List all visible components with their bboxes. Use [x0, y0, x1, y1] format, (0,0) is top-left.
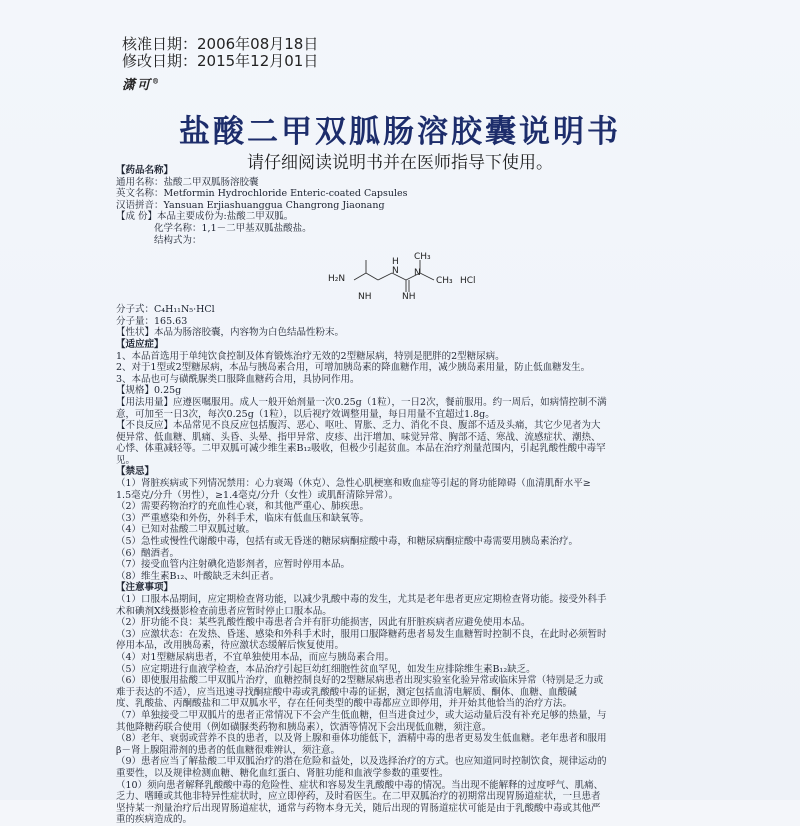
revise-date: 修改日期：2015年12月01日 [122, 52, 319, 70]
text-line: （6）即使服用盐酸二甲双胍片治疗，血糖控制良好的2型糖尿病患者出现实验室化验异常或临床异常（特别是乏力或 [116, 675, 604, 687]
text-line: （4）已知对盐酸二甲双胍过敏。 [116, 524, 256, 536]
text-line: 1.5毫克/分升（男性），≥1.4毫克/分升（女性）或肌酐清除异常）。 [116, 489, 399, 501]
document-subtitle: 请仔细阅读说明书并在医师指导下使用。 [247, 153, 553, 173]
text-line: （2）肝功能不良：某些乳酸性酸中毒患者合并有肝功能损害，因此有肝脏疾病者应避免使用本品。 [116, 617, 531, 629]
atom-h2n: H₂N [328, 274, 346, 285]
text-line: 分子量：165.63 [116, 315, 188, 327]
text-line: （7）单独接受二甲双胍片的患者正常情况下不会产生低血糖，但当进食过少，或大运动量后没有补充足够的热量，与 [116, 709, 607, 721]
structural-formula [156, 246, 708, 304]
text-line: 停用本品，改用胰岛素，待应激状态缓解后恢复使用。 [116, 640, 345, 652]
text-line: 见。 [116, 454, 136, 466]
registered-mark: ® [152, 76, 162, 86]
text-line: （2）需要药物治疗的充血性心衰，和其他严重心、肺疾患。 [116, 501, 370, 513]
text-line: （6）酗酒者。 [116, 547, 180, 559]
text-line: 分子式：C₄H₁₁N₅·HCl [116, 304, 215, 316]
text-line: 英文名称：Metformin Hydrochloride Enteric-coated Capsules [116, 188, 408, 200]
text-line: 坚持某一剂量治疗后出现胃肠道症状，通常与药物本身无关，随后出现的胃肠道症状可能是由于乳酸酸中毒或其他严 [116, 802, 601, 814]
section-heading-contraindications: 【禁忌】 [116, 466, 155, 478]
text-line: 术和碘剂X线摄影检查前患者应暂时停止口服本品。 [116, 605, 332, 617]
text-line: 2、对于1型或2型糖尿病，本品与胰岛素合用，可增加胰岛素的降血糖作用，减少胰岛素用量，防止低血糖发生。 [116, 362, 591, 374]
atom-nh-bottom-right: NH [402, 292, 416, 303]
section-heading-composition: 【成 份】本品主要成份为:盐酸二甲双胍。 [116, 211, 294, 223]
section-heading-precautions: 【注意事项】 [116, 582, 174, 594]
text-line: （3）严重感染和外伤，外科手术，临床有低血压和缺氧等。 [116, 512, 370, 524]
hcl-label: HCl [460, 276, 476, 287]
text-line: 其他降糖药联合使用（例如磺脲类药物和胰岛素），饮酒等情况下会出现低血糖，须注意。 [116, 721, 492, 733]
text-line: （3）应激状态：在发热、昏迷、感染和外科手术时，服用口服降糖药患者易发生血糖暂时控制不良，在此时必须暂时 [116, 628, 607, 640]
text-line: 通用名称：盐酸二甲双胍肠溶胶囊 [116, 176, 259, 188]
document-title: 盐酸二甲双胍肠溶胶囊说明书 [179, 114, 621, 150]
text-line: 化学名称：1,1－二甲基双胍盐酸盐。 [154, 222, 312, 234]
section-heading-specification: 【规格】0.25g [116, 385, 182, 397]
approve-date: 核准日期：2006年08月18日 [122, 35, 319, 53]
text-line: （8）维生素B₁₂、叶酸缺乏未纠正者。 [116, 570, 280, 582]
methyl-right: CH₃ [436, 276, 453, 287]
text-line: 度、乳酸盐、丙酮酸盐和二甲双胍水平，存在任何类型的酸中毒都应立即停用，并开始其他恰当的治疗方法。 [116, 698, 573, 710]
methyl-top: CH₃ [414, 252, 431, 263]
text-line: 3、本品也可与磺酰脲类口服降血糖药合用，具协同作用。 [116, 373, 360, 385]
section-heading-properties: 【性状】本品为肠溶胶囊，内容物为白色结晶性粉末。 [116, 327, 345, 339]
section-heading-adverse-reactions: 【不良反应】本品常见不良反应包括腹泻、恶心、呕吐、胃胀、乏力、消化不良、腹部不适及头痛，其它少见者为大 [116, 420, 601, 432]
date-block [122, 36, 318, 70]
text-line: （8）老年、衰弱或营养不良的患者，以及肾上腺和垂体功能低下，酒精中毒的患者更易发生低血糖。老年患者和服用 [116, 733, 607, 745]
text-line: （1）肾脏疾病或下列情况禁用：心力衰竭（休克）、急性心肌梗塞和败血症等引起的肾功能障碍（血清肌酐水平≥ [116, 478, 591, 490]
text-line: 心悸、体重减轻等。二甲双胍可减少维生素B₁₂吸收，但极少引起贫血。本品在治疗剂量范围内，引起乳酸性酸中毒罕 [116, 443, 606, 455]
atom-n: N [414, 268, 421, 279]
text-line: （7）接受血管内注射碘化造影剂者，应暂时停用本品。 [116, 559, 351, 571]
text-line: （5）急性或慢性代谢酸中毒，包括有或无昏迷的糖尿病酮症酸中毒，和糖尿病酮症酸中毒需要用胰岛素治疗。 [116, 536, 579, 548]
text-line: 乏力、嗜睡或其他非特异性症状时，应立即停药，及时看医生。在二甲双胍治疗的初期常出现胃肠道症状，一旦患者 [116, 791, 601, 803]
text-line: β－肾上腺阻滞剂的患者的低血糖很难辨认，须注意。 [116, 744, 340, 756]
leaflet-body [116, 165, 708, 826]
section-heading-dosage: 【用法用量】应遵医嘱服用。成人一般开始剂量一次0.25g（1粒），一日2次，餐前服用。约一周后，如病情控制不满 [116, 396, 607, 408]
text-line: 意，可加至一日3次，每次0.25g（1粒），以后视疗效调整用量，每日用量不宜超过1.8g。 [116, 408, 495, 420]
text-line: 汉语拼音：Yansuan Erjiashuanggua Changrong Jiaonang [116, 199, 385, 211]
text-line: 便异常、低血糖、肌痛、头昏、头晕、指甲异常、皮疹、出汗增加、味觉异常、胸部不适、寒战、流感症状、潮热、 [116, 431, 601, 443]
brand-logo [122, 74, 161, 93]
atom-nh-top: H N [392, 257, 399, 277]
section-heading-indications: 【适应症】 [116, 338, 164, 350]
text-line: （1）口服本品期间，应定期检查肾功能，以减少乳酸中毒的发生，尤其是老年患者更应定期检查肾功能。接受外科手 [116, 594, 607, 605]
text-line: 结构式为： [154, 234, 202, 246]
text-line: （10）须向患者解释乳酸酸中毒的危险性、症状和容易发生乳酸酸中毒的情况。当出现不能解释的过度呼气、肌痛、 [116, 779, 604, 791]
section-heading-name: 【药品名称】 [116, 165, 174, 176]
brand-logo-text: 潇可 [122, 78, 153, 93]
text-line: （4）对1型糖尿病患者，不宜单独使用本品，而应与胰岛素合用。 [116, 651, 395, 663]
text-line: （9）患者应当了解盐酸二甲双胍治疗的潜在危险和益处，以及选择治疗的方式。也应知道同时控制饮食，规律运动的 [116, 756, 607, 768]
text-line: 难于表达的不适），应当迅速寻找酮症酸中毒或乳酸酸中毒的证据，测定包括血清电解质、酮体、血糖、血酸碱 [116, 686, 577, 698]
text-line: 重的疾病造成的。 [116, 814, 193, 826]
text-line: 重要性，以及规律检测血糖、糖化血红蛋白、肾脏功能和血液学参数的重要性。 [116, 767, 449, 779]
text-line: 1、本品首选用于单纯饮食控制及体育锻炼治疗无效的2型糖尿病，特别是肥胖的2型糖尿病。 [116, 350, 505, 362]
atom-nh-bottom-left: NH [358, 292, 372, 303]
text-line: （5）应定期进行血液学检查，本品治疗引起巨幼红细胞性贫血罕见，如发生应排除维生素B₁₂缺乏。 [116, 663, 536, 675]
